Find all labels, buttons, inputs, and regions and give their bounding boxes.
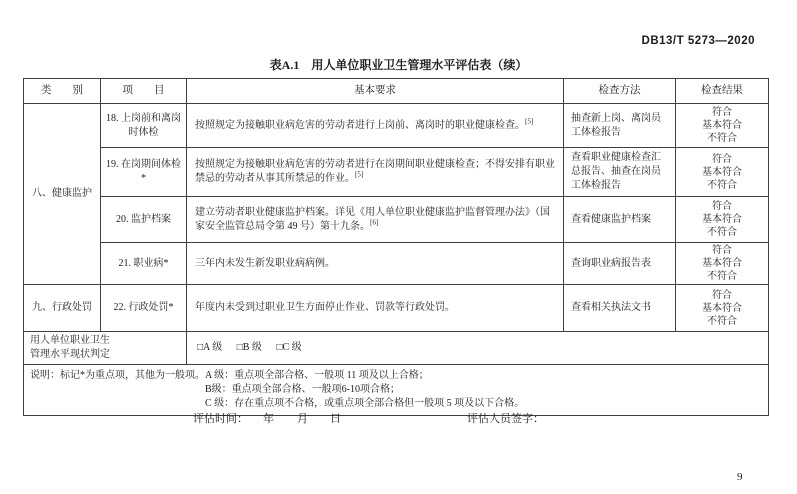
judgment-label [24,332,187,365]
table-row [24,197,769,243]
result-options-18 [676,104,769,148]
table-title: 表A.1 用人单位职业卫生管理水平评估表（续） [269,58,528,72]
table-row [24,243,769,285]
result-option: 基本符合 [702,258,742,269]
method-22: 查看相关执法文书 [564,285,676,332]
day-label: 日 [330,413,341,425]
requirement-21-text: 三年内未发生新发职业病病例。 [195,257,335,269]
note-grade-c: C 级：存在重点项不合格，或重点项全部合格但一般项 5 项及以下合格。 [205,398,525,409]
result-options-19 [676,148,769,197]
header-item: 项 目 [101,79,187,104]
result-option: 符合 [712,107,732,118]
result-option: 符合 [712,245,732,256]
page-number: 9 [737,471,743,483]
result-option: 不符合 [707,271,737,282]
month-label: 月 [297,413,308,425]
method-20: 查看健康监护档案 [564,197,676,243]
judgment-row [24,332,769,365]
evaluator-signature-label: 评估人员签字： [467,413,544,425]
note-cell [24,365,769,416]
grade-c-checkbox: □C 级 [276,342,302,353]
requirement-19-ref: [5] [355,170,364,179]
requirement-22 [187,285,564,332]
requirement-18-text: 按照规定为接触职业病危害的劳动者进行上岗前、离岗时的职业健康检查。 [195,119,525,131]
requirement-20 [187,197,564,243]
result-option: 符合 [712,201,732,212]
result-option: 不符合 [707,179,737,191]
result-option: 基本符合 [702,214,742,225]
method-21: 查询职业病报告表 [564,243,676,285]
table-header-row [24,79,769,104]
result-option: 基本符合 [702,166,742,178]
result-option: 不符合 [707,133,737,144]
category-administrative-penalty: 九、行政处罚 [24,285,101,332]
header-method: 检查方法 [564,79,676,104]
evaluation-time-label: 评估时间： [193,413,248,425]
result-option: 不符合 [707,227,737,238]
table-row [24,285,769,332]
requirement-18-ref: [5] [525,117,534,126]
category-health-surveillance: 八、健康监护 [24,104,101,285]
header-requirement: 基本要求 [187,79,564,104]
item-18-label: 18. 上岗前和离岗时体检 [101,104,187,148]
assessment-table [23,78,769,416]
item-20-label: 20. 监护档案 [101,197,187,243]
note-grade-a: A 级：重点项全部合格、一般项 11 项及以上合格； [205,370,429,381]
method-19: 查看职业健康检查汇总报告、抽查在岗员工体检报告 [564,148,676,197]
result-option: 不符合 [707,315,737,327]
grade-a-checkbox: □A 级 [197,342,223,353]
requirement-22-text: 年度内未受到过职业卫生方面停止作业、罚款等行政处罚。 [195,302,455,313]
result-options-21 [676,243,769,285]
grade-b-checkbox: □B 级 [236,342,262,353]
header-result: 检查结果 [676,79,769,104]
judgment-label-line2: 管理水平现状判定 [30,349,110,360]
requirement-18 [187,104,564,148]
document-number: DB13/T 5273—2020 [641,35,755,47]
requirement-19 [187,148,564,197]
requirement-20-text: 建立劳动者职业健康监护档案。详见《用人单位职业健康监护监督管理办法》（国家安全监管总局令第 49 号）第十九条。 [195,206,550,232]
requirement-19-text: 按照规定为接触职业病危害的劳动者进行在岗期间职业健康检查；不得安排有职业禁忌的劳动者从事其所禁忌的作业。 [195,159,555,184]
result-option: 基本符合 [702,302,742,314]
result-option: 符合 [712,153,732,165]
result-option: 基本符合 [702,120,742,131]
item-21-label: 21. 职业病* [101,243,187,285]
requirement-21 [187,243,564,285]
table-row [24,148,769,197]
judgment-label-line1: 用人单位职业卫生 [30,335,110,346]
header-category: 类 别 [24,79,101,104]
note-row [24,365,769,416]
result-option: 符合 [712,289,732,301]
item-19-label: 19. 在岗期间体检* [101,148,187,197]
note-prefix: 说明：标记*为重点项，其他为一般项。 [30,370,205,381]
note-grade-b: B级：重点项全部合格、一般项6-10项合格； [205,384,400,395]
judgment-options [187,332,769,365]
table-row [24,104,769,148]
result-options-20 [676,197,769,243]
footer-line [0,410,797,426]
item-22-label: 22. 行政处罚* [101,285,187,332]
result-options-22 [676,285,769,332]
requirement-20-ref: [6] [370,218,379,227]
year-label: 年 [263,413,274,425]
method-18: 抽查新上岗、离岗员工体检报告 [564,104,676,148]
